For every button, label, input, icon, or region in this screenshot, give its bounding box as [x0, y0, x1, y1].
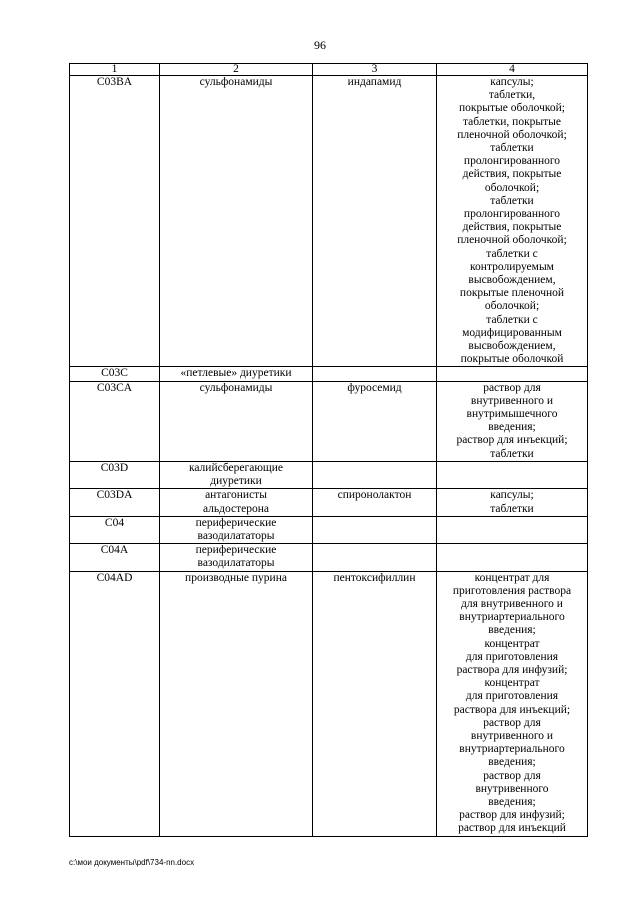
group-cell: периферические вазодилататоры	[160, 516, 313, 543]
substance-cell: фуросемид	[313, 381, 437, 461]
dosage-forms-cell: раствор для внутривенного и внутримышечного введения; раствор для инъекций; таблетки	[437, 381, 588, 461]
dosage-forms-cell	[437, 516, 588, 543]
table-row	[70, 489, 588, 516]
dosage-forms-cell	[437, 461, 588, 488]
group-cell: сульфонамиды	[160, 76, 313, 367]
atc-code-cell: C04A	[70, 544, 160, 571]
atc-code-cell: C03CA	[70, 381, 160, 461]
table-row	[70, 367, 588, 381]
dosage-forms-cell: капсулы; таблетки	[437, 489, 588, 516]
atc-code-cell: C04	[70, 516, 160, 543]
substance-cell	[313, 367, 437, 381]
table-row	[70, 76, 588, 367]
atc-code-cell: C04AD	[70, 571, 160, 836]
table-row	[70, 461, 588, 488]
dosage-forms-cell: концентрат для приготовления раствора для внутривенного и внутриартериального введения; концентрат для приготовления раствора для инфузий; концентрат для приготовления раствора для инъекций; раствор для внутривенного и внутриартериального введения; раствор для внутривенного введения; раствор для инфузий; раствор для инъекций	[437, 571, 588, 836]
table-row	[70, 516, 588, 543]
header-col-4: 4	[437, 64, 588, 76]
dosage-forms-cell	[437, 367, 588, 381]
group-cell: калийсберегающие диуретики	[160, 461, 313, 488]
header-col-2: 2	[160, 64, 313, 76]
table-header-row	[70, 64, 588, 76]
atc-code-cell: C03DA	[70, 489, 160, 516]
table-row	[70, 571, 588, 836]
header-col-3: 3	[313, 64, 437, 76]
group-cell: производные пурина	[160, 571, 313, 836]
atc-code-cell: C03BA	[70, 76, 160, 367]
footer-file-path: c:\мои документы\pdf\734-nn.docx	[69, 858, 195, 867]
substance-cell: спиронолактон	[313, 489, 437, 516]
atc-code-cell: C03C	[70, 367, 160, 381]
atc-code-cell: C03D	[70, 461, 160, 488]
substance-cell: пентоксифиллин	[313, 571, 437, 836]
group-cell: «петлевые» диуретики	[160, 367, 313, 381]
group-cell: антагонисты альдостерона	[160, 489, 313, 516]
dosage-forms-cell	[437, 544, 588, 571]
dosage-forms-cell: капсулы; таблетки, покрытые оболочкой; таблетки, покрытые пленочной оболочкой; таблетки пролонгированного действия, покрытые оболочкой; таблетки пролонгированного действия, покрытые пленочной оболочкой; таблетки с контролируемым высвобождением, покрытые пленочной оболочкой; таблетки с модифицированным высвобождением, покрытые оболочкой	[437, 76, 588, 367]
substance-cell	[313, 461, 437, 488]
group-cell: периферические вазодилататоры	[160, 544, 313, 571]
substance-cell	[313, 544, 437, 571]
table-row	[70, 544, 588, 571]
group-cell: сульфонамиды	[160, 381, 313, 461]
drug-table	[69, 63, 588, 837]
page-number: 96	[314, 38, 326, 52]
table-row	[70, 381, 588, 461]
substance-cell: индапамид	[313, 76, 437, 367]
substance-cell	[313, 516, 437, 543]
header-col-1: 1	[70, 64, 160, 76]
